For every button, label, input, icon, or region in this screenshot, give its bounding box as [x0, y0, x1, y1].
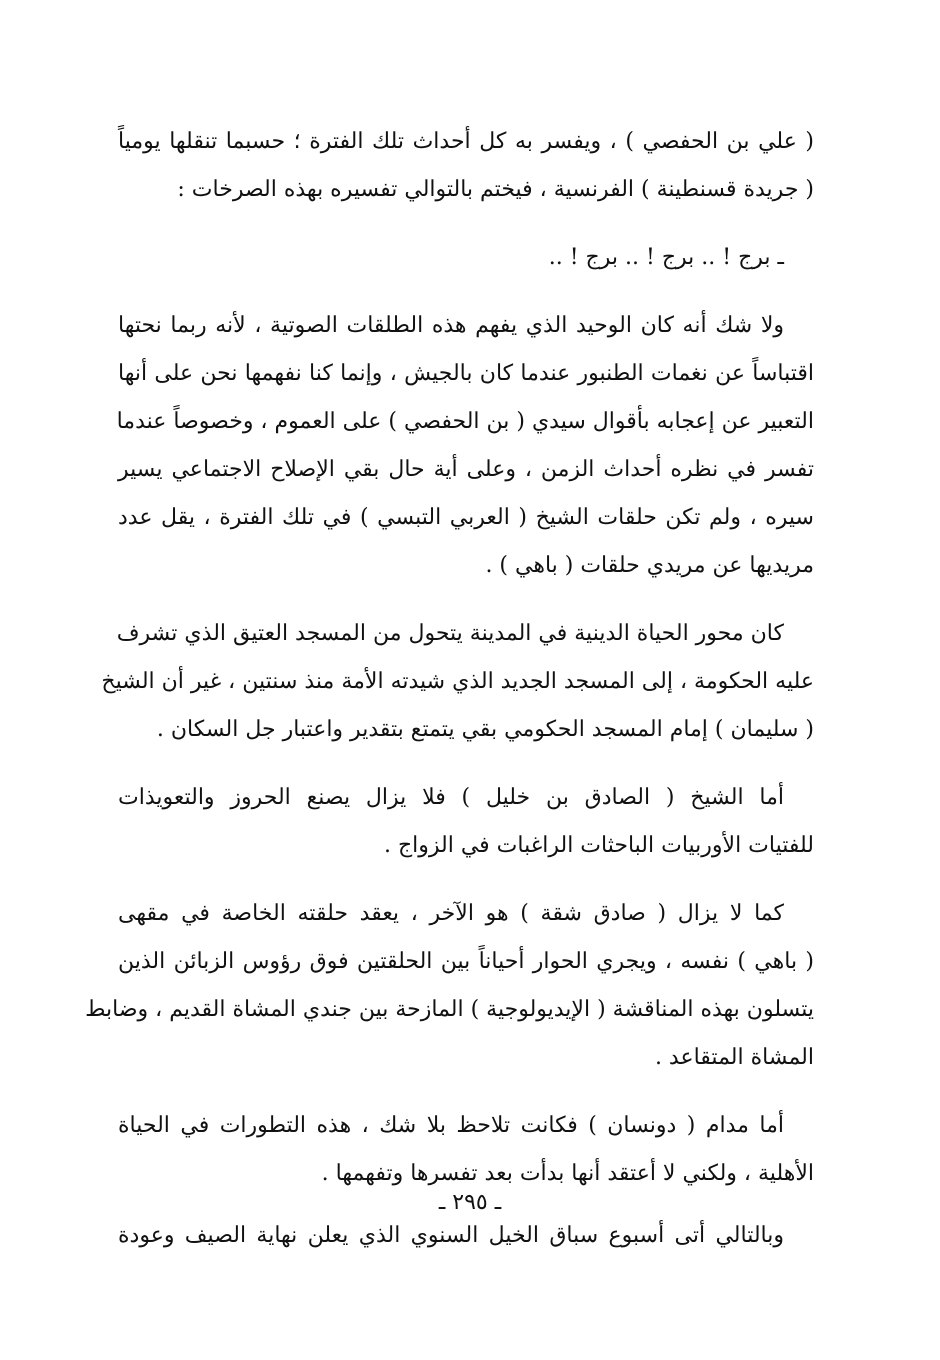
text-line: اقتباساً عن نغمات الطنبور عندما كان بالجيش ، وإنما كنا نفهمها نحن على أنها	[118, 361, 814, 386]
paragraph-7	[118, 1102, 814, 1198]
text-line: المشاة المتقاعد .	[654, 1045, 814, 1070]
text-line: تفسر في نظره أحداث الزمن ، وعلى أية حال بقي الإصلاح الاجتماعي يسير	[118, 457, 814, 482]
text-line: للفتيات الأوربيات الباحثات الراغبات في الزواج .	[383, 833, 814, 858]
text-line: أما الشيخ ( الصادق بن خليل ) فلا يزال يصنع الحروز والتعويذات	[118, 785, 784, 810]
text-line: عليه الحكومة ، إلى المسجد الجديد الذي شيدته الأمة منذ سنتين ، غير أن الشيخ	[101, 669, 814, 694]
text-line: ( علي بن الحفصي ) ، ويفسر به كل أحداث تلك الفترة ؛ حسبما تنقلها يومياً	[118, 129, 814, 154]
text-line: ( سليمان ) إمام المسجد الحكومي بقي يتمتع بتقدير واعتبار جل السكان .	[156, 717, 814, 742]
text-line: كان محور الحياة الدينية في المدينة يتحول من المسجد العتيق الذي تشرف	[116, 621, 784, 646]
paragraph-4	[101, 610, 814, 754]
text-line: يتسلون بهذه المناقشة ( الإيديولوجية ) المازحة بين جندي المشاة القديم ، وضابط	[85, 997, 814, 1022]
text-line: ولا شك أنه كان الوحيد الذي يفهم هذه الطلقات الصوتية ، لأنه ربما نحتها	[118, 313, 784, 338]
text-line: التعبير عن إعجابه بأقوال سيدي ( بن الحفصي ) على العموم ، وخصوصاً عندما	[116, 409, 814, 434]
paragraph-1	[118, 118, 814, 214]
paragraph-5	[118, 774, 814, 870]
paragraph-2-exclamation	[118, 234, 814, 282]
text-line: سيره ، ولم تكن حلقات الشيخ ( العربي التبسي ) في تلك الفترة ، يقل عدد	[118, 505, 814, 530]
text-line: كما لا يزال ( صادق شقة ) هو الآخر ، يعقد حلقته الخاصة في مقهى	[118, 901, 784, 926]
text-line: أما مدام ( دونسان ) فكانت تلاحظ بلا شك ، هذه التطورات في الحياة	[118, 1113, 784, 1138]
paragraph-8	[118, 1212, 814, 1260]
text-line: الأهلية ، ولكني لا أعتقد أنها بدأت بعد تفسرها وتفهمها .	[321, 1161, 814, 1186]
book-page-body	[85, 118, 814, 1280]
text-line: ( جريدة قسنطينة ) الفرنسية ، فيختم بالتوالي تفسيره بهذه الصرخات :	[177, 177, 814, 202]
text-line: مريديها عن مريدي حلقات ( باهي ) .	[485, 553, 814, 578]
text-line: وبالتالي أتى أسبوع سباق الخيل السنوي الذي يعلن نهاية الصيف وعودة	[118, 1223, 784, 1248]
page-number: ـ ٢٩٥ ـ	[438, 1190, 502, 1215]
text-line: ـ برج ! .. برج ! .. برج ! ..	[548, 245, 784, 270]
text-line: ( باهي ) نفسه ، ويجري الحوار أحياناً بين الحلقتين فوق رؤوس الزبائن الذين	[118, 949, 814, 974]
paragraph-3	[118, 302, 814, 590]
paragraph-6	[85, 890, 814, 1082]
